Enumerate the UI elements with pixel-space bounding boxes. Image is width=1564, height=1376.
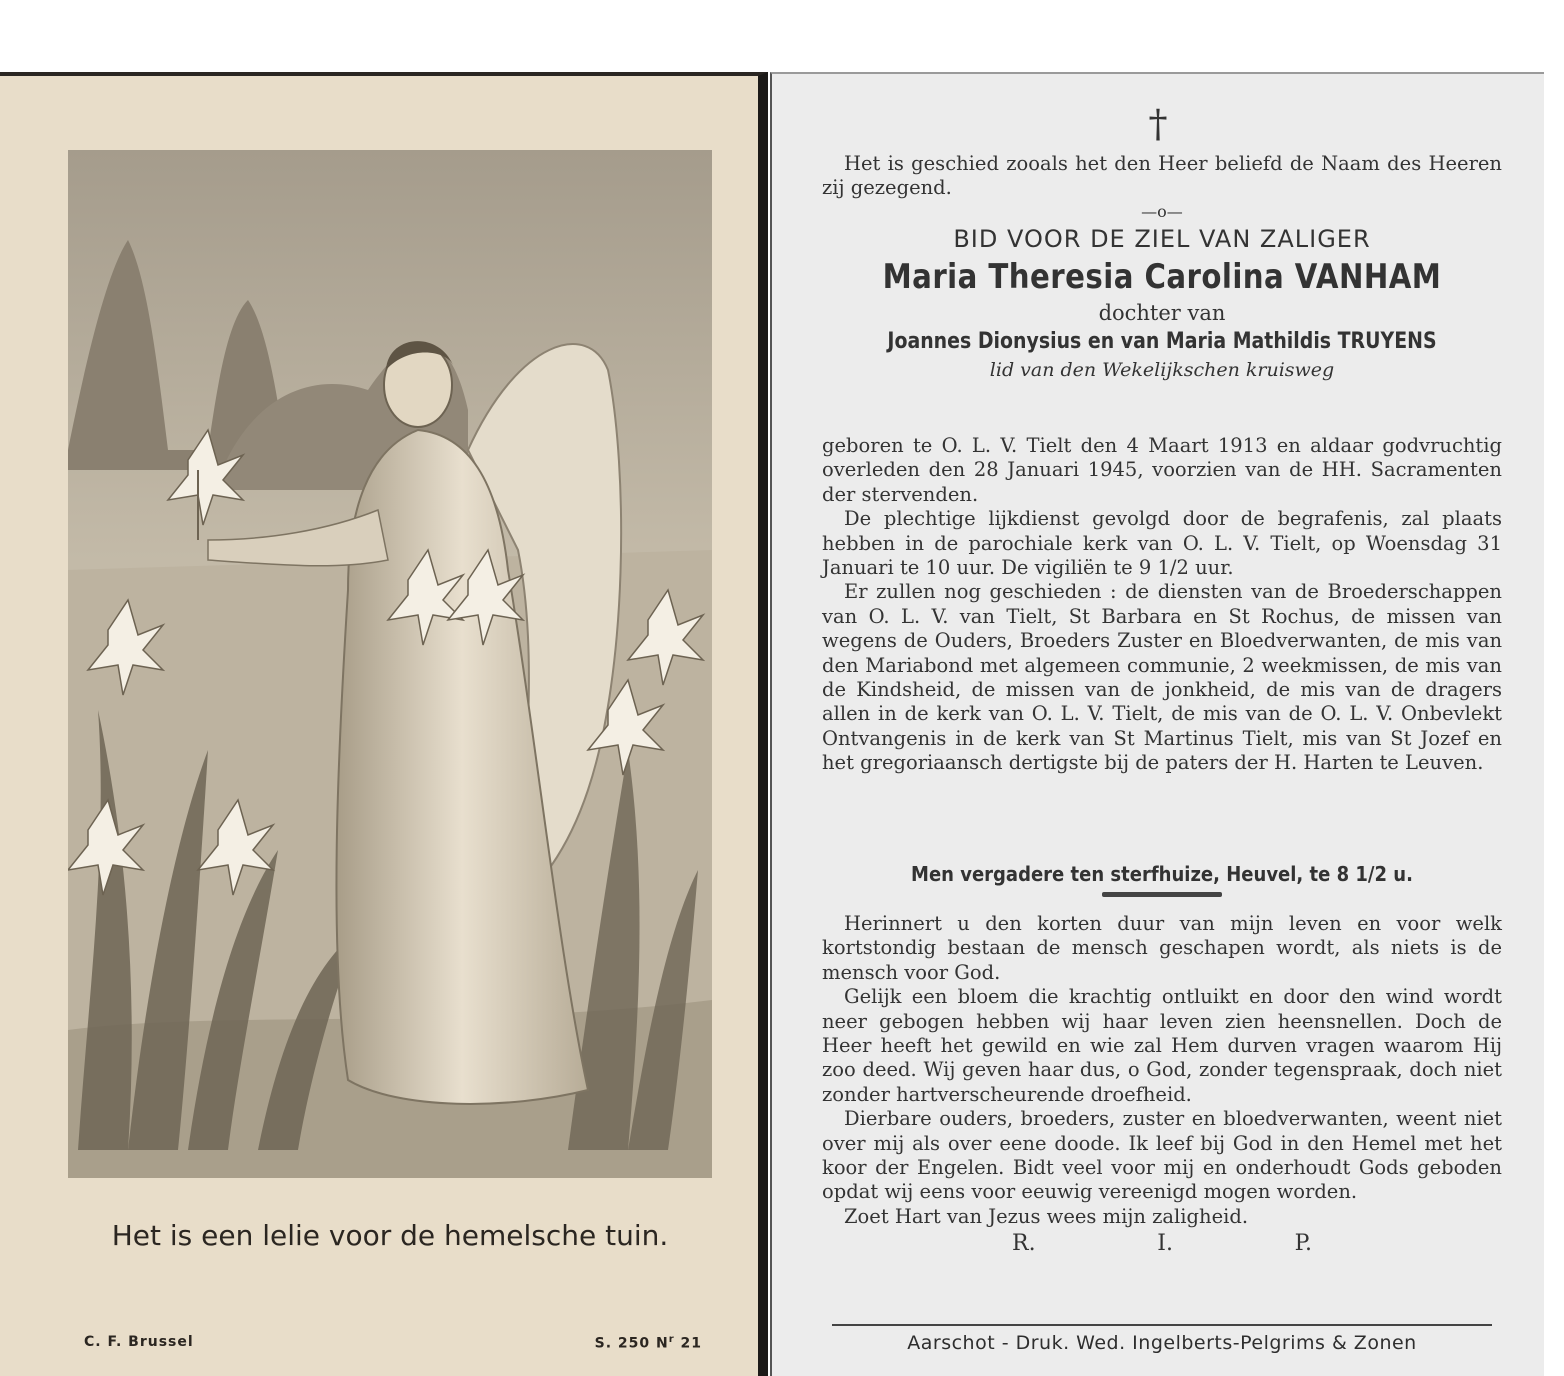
rip-line [1012, 1229, 1312, 1259]
cross-icon: † [1148, 102, 1168, 146]
holy-card-front [0, 72, 768, 1376]
services-paragraph: Er zullen nog geschieden : de diensten van de Broederschappen van O. L. V. van Tielt, St Barbara en St Rochus, de missen van wegens de Ouders, Broeders Zuster en Bloedverwanten, de mis van den Mariabond met algemeen communie, 2 weekmissen, de mis van de Kindsheid, de missen van de jonkheid, de mis van de dragers allen in de kerk van O. L. V. Tielt, de mis van de O. L. V. Onbevlekt Ontvangenis in de kerk van St Martinus Tielt, mis van St Jozef en het gregoriaansch dertigste bij de paters der H. Harten te Leuven. [822, 580, 1502, 775]
verse-block [822, 912, 1502, 1259]
deceased-name: Maria Theresia Carolina VANHAM [882, 256, 1442, 297]
rip-p: P. [1294, 1231, 1312, 1257]
daughter-of: dochter van [1098, 300, 1226, 325]
angel-illustration [68, 150, 712, 1178]
publisher-label: C. F. Brussel [84, 1334, 194, 1350]
series-sup: r [668, 1334, 675, 1345]
opening-verse: Het is geschied zooals het den Heer beliefd de Naam des Heeren zij gezegend. [822, 152, 1502, 200]
gathering-line: Men vergadere ten sterfhuize, Heuvel, te 8 1/2 u. [911, 862, 1413, 886]
printer-credit: Aarschot - Druk. Wed. Ingelberts-Pelgrims & Zonen [907, 1332, 1417, 1354]
separator: —o— [1141, 201, 1183, 221]
rip-r: R. [1012, 1231, 1036, 1257]
gathering-block [822, 860, 1502, 897]
verse-1: Herinnert u den korten duur van mijn leven en voor welk kortstondig bestaan de mensch geschapen wordt, als niets is de mensch voor God. [822, 912, 1502, 984]
rip-i: I. [1157, 1231, 1173, 1257]
verse-2: Gelijk een bloem die krachtig ontluikt en door den wind wordt neer gebogen hebben wij haar leven zien heensnellen. Doch de Heer heeft het gewild en wie zal Hem durven vragen waarom Hij zoo deed. Wij geven haar dus, o God, zonder tegenspraak, doch niet zonder hartverscheurende droefheid. [822, 985, 1502, 1106]
holy-card-text [770, 72, 1544, 1376]
prayer-line: Zoet Hart van Jezus wees mijn zaligheid. [844, 1204, 1249, 1228]
biography-block [822, 434, 1502, 776]
series-num: 21 [680, 1335, 702, 1352]
header-block [822, 152, 1502, 383]
verse-3: Dierbare ouders, broeders, zuster en bloedverwanten, weent niet over mij als over eene doode. Ik leef bij God in den Hemel met het koor der Engelen. Bidt veel voor mij en onderhoudt Gods geboden opdat wij eens voor eeuwig vereenigd mogen worden. [822, 1107, 1502, 1204]
membership-line: lid van den Wekelijkschen kruisweg [989, 358, 1335, 381]
divider-rule [1102, 892, 1222, 897]
bid-heading: BID VOOR DE ZIEL VAN ZALIGER [953, 224, 1371, 253]
funeral-paragraph: De plechtige lijkdienst gevolgd door de begrafenis, zal plaats hebben in de parochiale kerk van O. L. V. Tielt, op Woensdag 31 Januari te 10 uur. De vigiliën te 9 1/2 uur. [822, 507, 1502, 580]
angel-lily-image [68, 150, 712, 1178]
printer-divider [832, 1324, 1492, 1326]
card-caption: Het is een lelie voor de hemelsche tuin. [111, 1219, 669, 1252]
parents-names: Joannes Dionysius en van Maria Mathildis TRUYENS [887, 328, 1437, 354]
series-number [595, 1334, 702, 1352]
birth-death-paragraph: geboren te O. L. V. Tielt den 4 Maart 1913 en aldaar godvruchtig overleden den 28 Januari 1945, voorzien van de HH. Sacramenten der stervenden. [822, 434, 1502, 506]
series-prefix: S. 250 N [594, 1335, 669, 1352]
